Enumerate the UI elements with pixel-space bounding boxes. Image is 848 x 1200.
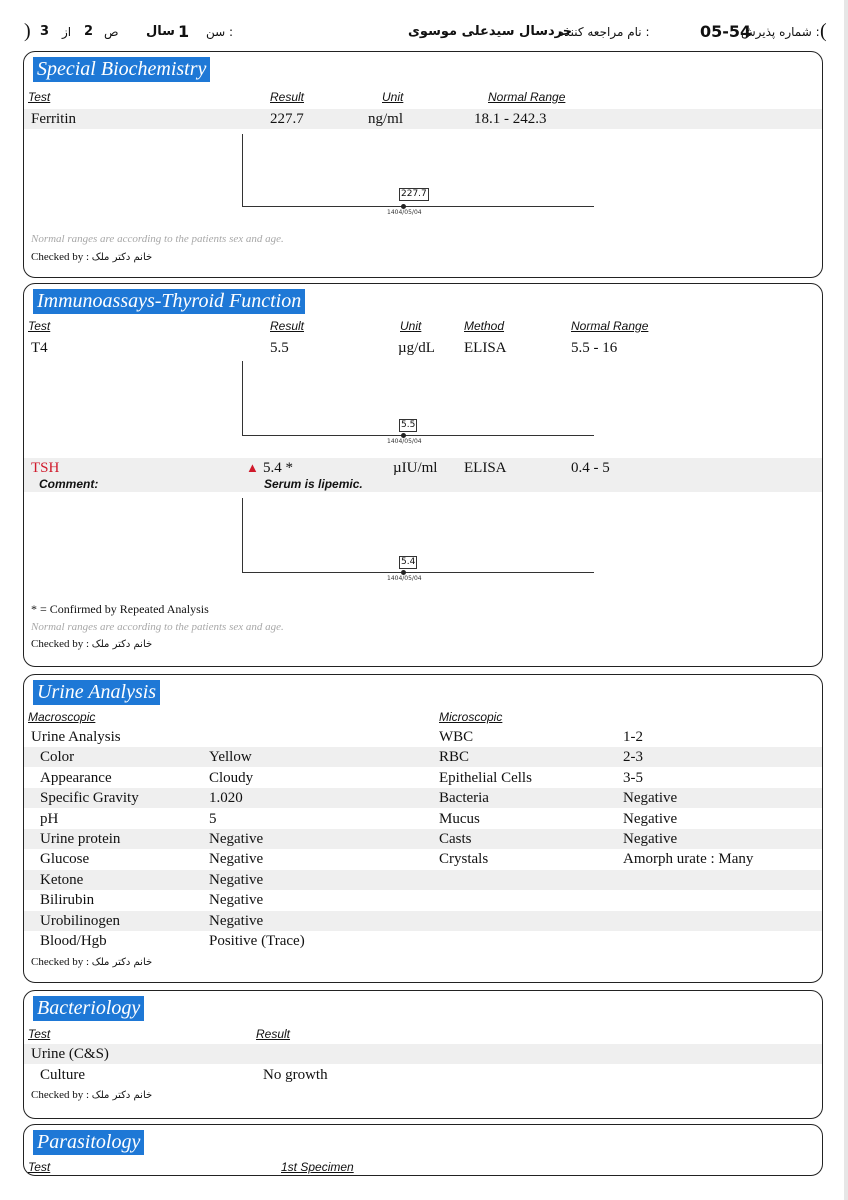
page-label: ص bbox=[104, 25, 119, 39]
col-header-method: Method bbox=[464, 319, 505, 333]
test-name: TSH bbox=[31, 460, 60, 476]
section-title: Bacteriology bbox=[33, 996, 144, 1021]
table-row bbox=[24, 931, 822, 951]
microscopic-header: Microscopic bbox=[439, 710, 503, 724]
result-history-graph bbox=[242, 361, 594, 445]
col-header-specimen: 1st Specimen bbox=[281, 1160, 354, 1174]
checked-by-label: Checked by : bbox=[31, 251, 90, 263]
macro-test-name: Urine protein bbox=[40, 831, 121, 847]
checked-by-label: Checked by : bbox=[31, 638, 90, 650]
micro-test-name: Casts bbox=[439, 831, 472, 847]
section-special-biochemistry bbox=[23, 51, 823, 278]
macro-test-name: Urobilinogen bbox=[40, 912, 120, 929]
result-history-graph bbox=[242, 498, 594, 582]
graph-x-axis bbox=[242, 435, 594, 436]
col-header-test: Test bbox=[28, 90, 51, 104]
macro-test-value: Negative bbox=[209, 871, 264, 888]
header-paren-left: ) bbox=[24, 20, 31, 42]
col-header-range: Normal Range bbox=[571, 319, 649, 333]
test-name: Ferritin bbox=[31, 111, 76, 127]
table-row bbox=[24, 1065, 822, 1085]
group-name: Urine (C&S) bbox=[31, 1046, 109, 1062]
test-method: ELISA bbox=[464, 340, 507, 356]
checked-by-name: خانم دکتر ملک bbox=[91, 1090, 153, 1101]
macro-test-value: Yellow bbox=[209, 749, 252, 766]
graph-value-label: 227.7 bbox=[401, 189, 427, 199]
comment-label: Comment: bbox=[39, 477, 99, 491]
table-row bbox=[24, 911, 822, 931]
macro-test-value: Negative bbox=[209, 912, 264, 929]
micro-test-name: RBC bbox=[439, 749, 470, 766]
macro-test-name: Ketone bbox=[40, 871, 84, 888]
test-range: 18.1 - 242.3 bbox=[474, 111, 547, 127]
table-row bbox=[24, 727, 822, 747]
macro-test-value: 5 bbox=[209, 810, 217, 827]
macro-test-name: pH bbox=[40, 810, 59, 827]
micro-test-name: WBC bbox=[439, 729, 474, 745]
header-paren-right: ( bbox=[820, 20, 827, 42]
table-row bbox=[24, 109, 822, 129]
table-row bbox=[24, 788, 822, 808]
checked-by-label: Checked by : bbox=[31, 1089, 90, 1101]
macro-test-value: Negative bbox=[209, 851, 264, 868]
table-row bbox=[24, 768, 822, 788]
checked-by bbox=[31, 956, 152, 968]
macro-test-value: Positive (Trace) bbox=[209, 933, 305, 949]
col-header-unit: Unit bbox=[400, 319, 422, 333]
table-row bbox=[24, 829, 822, 849]
graph-date-label: 1404/05/04 bbox=[387, 575, 422, 582]
col-header-result: Result bbox=[256, 1027, 291, 1041]
col-header-test: Test bbox=[28, 319, 51, 333]
admission-number: 05-54 bbox=[700, 22, 752, 41]
test-unit: µIU/ml bbox=[393, 460, 438, 476]
page-number: 2 bbox=[84, 24, 94, 39]
test-unit: µg/dL bbox=[398, 340, 435, 356]
table-row bbox=[24, 809, 822, 829]
col-header-range: Normal Range bbox=[488, 90, 566, 104]
macro-test-value: Negative bbox=[209, 831, 264, 847]
graph-y-axis bbox=[242, 498, 243, 572]
section-parasitology bbox=[23, 1124, 823, 1176]
macroscopic-header: Macroscopic bbox=[28, 710, 96, 724]
table-row bbox=[24, 458, 822, 492]
macro-test-name: Glucose bbox=[40, 851, 90, 868]
graph-y-axis bbox=[242, 361, 243, 435]
micro-test-value: 1-2 bbox=[623, 729, 643, 745]
micro-test-name: Bacteria bbox=[439, 790, 489, 807]
graph-date-label: 1404/05/04 bbox=[387, 438, 422, 445]
comment-text: Serum is lipemic. bbox=[264, 477, 363, 491]
page-of-label: از bbox=[62, 25, 72, 39]
graph-value-label: 5.5 bbox=[401, 420, 416, 430]
table-row bbox=[24, 849, 822, 869]
table-row bbox=[24, 338, 822, 358]
test-range: 0.4 - 5 bbox=[571, 460, 610, 476]
test-result: 5.4 * bbox=[263, 460, 293, 476]
report-header bbox=[0, 0, 848, 46]
macro-test-value: Negative bbox=[209, 892, 264, 909]
table-row bbox=[24, 1044, 822, 1064]
section-bacteriology bbox=[23, 990, 823, 1119]
normal-range-note: Normal ranges are according to the patients sex and age. bbox=[31, 621, 284, 633]
col-header-result: Result bbox=[270, 319, 305, 333]
age-label: سن : bbox=[206, 25, 234, 39]
micro-test-value: 3-5 bbox=[623, 769, 643, 786]
micro-test-value: Negative bbox=[623, 810, 678, 827]
col-header-result: Result bbox=[270, 90, 305, 104]
graph-date-label: 1404/05/04 bbox=[387, 209, 422, 216]
micro-test-name: Mucus bbox=[439, 810, 480, 827]
test-range: 5.5 - 16 bbox=[571, 340, 618, 356]
micro-test-value: Amorph urate : Many bbox=[623, 851, 754, 868]
macro-test-name: Appearance bbox=[40, 769, 112, 786]
checked-by bbox=[31, 638, 152, 650]
page-total: 3 bbox=[40, 24, 50, 39]
col-header-unit: Unit bbox=[382, 90, 404, 104]
graph-x-axis bbox=[242, 206, 594, 207]
test-result: 5.5 bbox=[270, 340, 289, 356]
admission-label: شماره پذیرش : bbox=[741, 25, 820, 39]
checked-by-label: Checked by : bbox=[31, 956, 90, 968]
graph-value-label: 5.4 bbox=[401, 557, 416, 567]
macro-test-name: Bilirubin bbox=[40, 892, 95, 909]
section-title: Urine Analysis bbox=[33, 680, 160, 705]
test-unit: ng/ml bbox=[368, 111, 404, 127]
group-name: Urine Analysis bbox=[31, 729, 121, 745]
section-title: Immunoassays-Thyroid Function bbox=[33, 289, 305, 314]
referrer-label: نام مراجعه کننده : bbox=[558, 25, 650, 39]
high-flag-icon: ▲ bbox=[246, 460, 259, 475]
age-value: 1 bbox=[178, 22, 190, 41]
confirmed-note: * = Confirmed by Repeated Analysis bbox=[31, 602, 209, 616]
macro-test-name: Color bbox=[40, 749, 75, 766]
section-title: Special Biochemistry bbox=[33, 57, 210, 82]
micro-test-name: Crystals bbox=[439, 851, 489, 868]
checked-by bbox=[31, 251, 152, 263]
normal-range-note: Normal ranges are according to the patients sex and age. bbox=[31, 233, 284, 245]
test-method: ELISA bbox=[464, 460, 507, 476]
test-name: Culture bbox=[40, 1067, 85, 1083]
table-row bbox=[24, 890, 822, 910]
macro-test-name: Blood/Hgb bbox=[40, 933, 107, 949]
result-history-graph bbox=[242, 134, 594, 214]
micro-test-value: 2-3 bbox=[623, 749, 643, 766]
test-result: No growth bbox=[263, 1067, 328, 1083]
test-name: T4 bbox=[31, 340, 48, 356]
table-row bbox=[24, 747, 822, 767]
graph-y-axis bbox=[242, 134, 243, 206]
test-result: 227.7 bbox=[270, 111, 304, 127]
col-header-test: Test bbox=[28, 1160, 51, 1174]
micro-test-value: Negative bbox=[623, 790, 678, 807]
checked-by bbox=[31, 1089, 152, 1101]
table-row bbox=[24, 870, 822, 890]
micro-test-value: Negative bbox=[623, 831, 678, 847]
age-unit: سال bbox=[146, 24, 175, 39]
section-thyroid-function bbox=[23, 283, 823, 667]
checked-by-name: خانم دکتر ملک bbox=[91, 639, 153, 650]
section-urine-analysis bbox=[23, 674, 823, 983]
graph-x-axis bbox=[242, 572, 594, 573]
section-title: Parasitology bbox=[33, 1130, 144, 1155]
checked-by-name: خانم دکتر ملک bbox=[91, 957, 153, 968]
checked-by-name: خانم دکتر ملک bbox=[91, 252, 153, 263]
macro-test-value: Cloudy bbox=[209, 769, 254, 786]
patient-name: خردسال سیدعلی موسوی bbox=[408, 24, 573, 39]
macro-test-name: Specific Gravity bbox=[40, 790, 139, 807]
page-scrollbar[interactable] bbox=[844, 0, 848, 1200]
micro-test-name: Epithelial Cells bbox=[439, 769, 532, 786]
macro-test-value: 1.020 bbox=[209, 790, 243, 807]
col-header-test: Test bbox=[28, 1027, 51, 1041]
